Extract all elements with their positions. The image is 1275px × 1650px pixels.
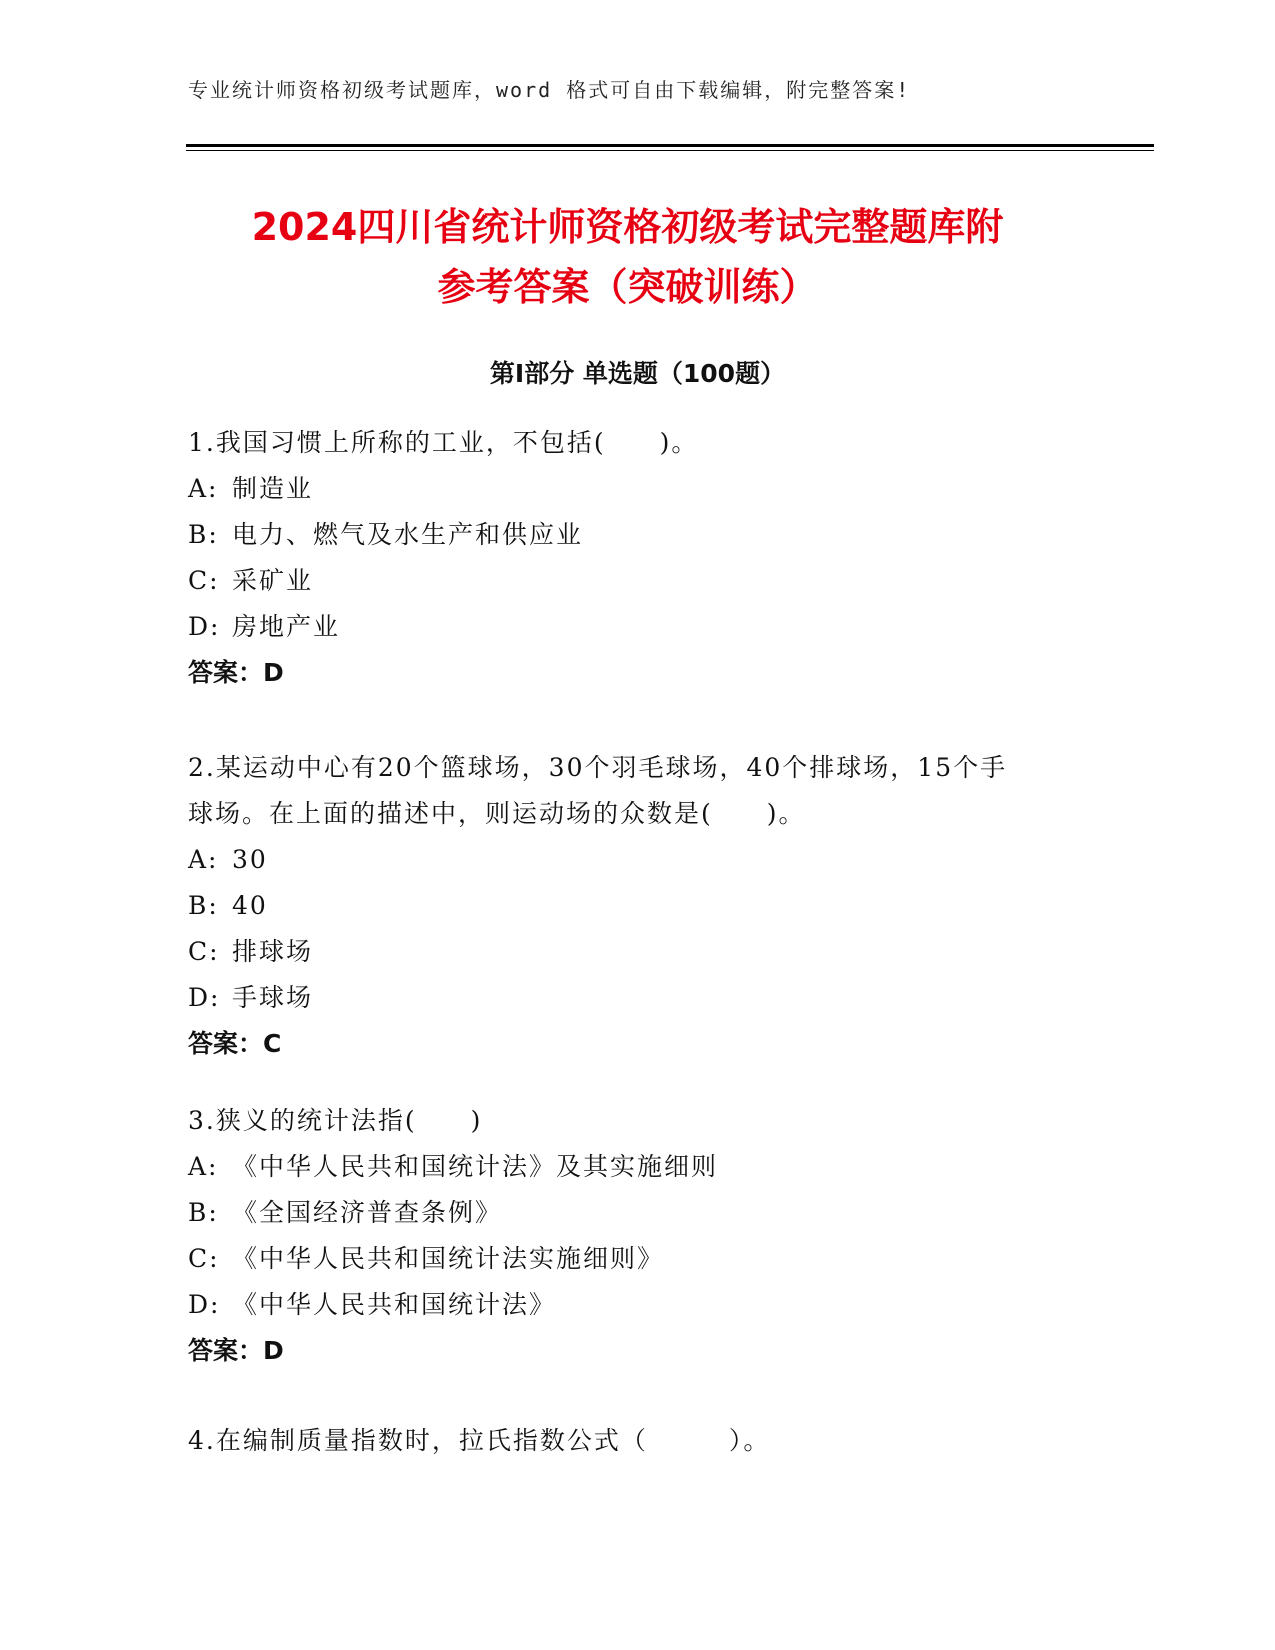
option-a (188, 1144, 1088, 1190)
option-key: C: (188, 1244, 220, 1273)
section-title: 第Ⅰ部分 单选题（100题） (489, 359, 786, 388)
option-text: 30 (232, 845, 268, 874)
option-text: 《全国经济普查条例》 (232, 1198, 503, 1227)
option-d (188, 1282, 1088, 1328)
option-key: B: (188, 520, 219, 549)
header-rule-thick (186, 144, 1154, 147)
question-1 (188, 420, 1088, 696)
question-stem-line1: 2.某运动中心有20个篮球场，30个羽毛球场，40个排球场，15个手 (188, 753, 1008, 782)
option-key: A: (188, 845, 219, 874)
question-stem: 4.在编制质量指数时，拉氏指数公式（ ）。 (188, 1426, 771, 1455)
option-key: D: (188, 1290, 221, 1319)
option-text: 房地产业 (232, 612, 341, 641)
header-rule-thin (186, 150, 1154, 151)
option-b (188, 512, 1088, 558)
question-2 (188, 745, 1088, 1067)
option-key: C: (188, 566, 220, 595)
answer: 答案：C (188, 1029, 282, 1058)
header-note: 专业统计师资格初级考试题库，word 格式可自由下载编辑，附完整答案! (188, 78, 911, 102)
document-title-line1: 2024四川省统计师资格初级考试完整题库附 (251, 205, 1004, 249)
option-text: 手球场 (232, 983, 314, 1012)
option-c (188, 929, 1088, 975)
document-title (160, 197, 1095, 317)
option-a (188, 466, 1088, 512)
option-text: 40 (232, 891, 268, 920)
question-stem: 3.狭义的统计法指( ) (188, 1106, 483, 1135)
option-key: A: (188, 474, 219, 503)
option-text: 采矿业 (232, 566, 314, 595)
option-a (188, 837, 1088, 883)
option-key: B: (188, 1198, 219, 1227)
option-b (188, 1190, 1088, 1236)
option-d (188, 604, 1088, 650)
option-key: B: (188, 891, 219, 920)
question-4 (188, 1418, 1088, 1464)
option-c (188, 558, 1088, 604)
option-c (188, 1236, 1088, 1282)
document-title-line2: 参考答案（突破训练） (437, 265, 818, 309)
option-text: 制造业 (232, 474, 314, 503)
option-text: 《中华人民共和国统计法实施细则》 (232, 1244, 665, 1273)
option-key: D: (188, 612, 221, 641)
option-text: 电力、燃气及水生产和供应业 (232, 520, 584, 549)
option-text: 《中华人民共和国统计法》及其实施细则 (232, 1152, 719, 1181)
option-b (188, 883, 1088, 929)
option-d (188, 975, 1088, 1021)
option-text: 《中华人民共和国统计法》 (232, 1290, 557, 1319)
answer: 答案：D (188, 1336, 284, 1365)
option-key: D: (188, 983, 221, 1012)
answer: 答案：D (188, 658, 284, 687)
option-key: C: (188, 937, 220, 966)
option-key: A: (188, 1152, 219, 1181)
option-text: 排球场 (232, 937, 314, 966)
question-stem: 1.我国习惯上所称的工业，不包括( )。 (188, 428, 699, 457)
question-stem-line2: 球场。在上面的描述中，则运动场的众数是( )。 (188, 799, 806, 828)
question-3 (188, 1098, 1088, 1374)
